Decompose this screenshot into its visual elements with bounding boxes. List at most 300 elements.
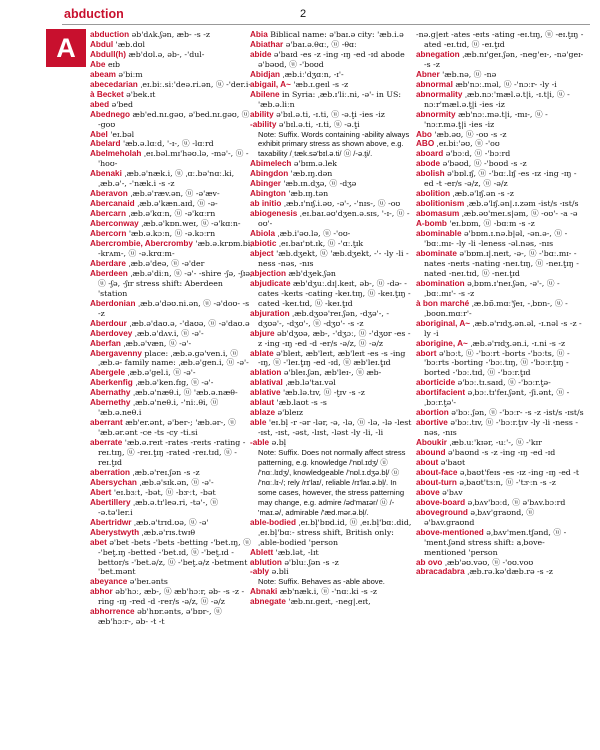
entry-pronunciation: æb'nɔː.mə.t|i, -mɪ-, ⓤ -'nɔːr.mə.t̬|i -ies -iz <box>424 109 548 129</box>
dictionary-entry <box>90 209 254 219</box>
dictionary-entry <box>416 448 586 458</box>
dictionary-entry <box>250 587 414 597</box>
entry-pronunciation: æb'næk.i, ⓤ -'nɑː.ki -s -z <box>277 587 377 597</box>
usage-note: Note: Suffix. Words containing -ability always exhibit primary stress as shown above, e.g. taxability /ˌtæk.sə'bɪl.ə.ti/ ⓤ /-ə.t̬i/. <box>258 129 410 159</box>
entry-headword: -ability <box>250 119 277 129</box>
entry-pronunciation: əb'hɒr.ənts, ə'bɒr-, ⓤ æb'hɔːr-, əb- -t -t <box>98 607 222 627</box>
entry-headword: aberrant <box>90 418 123 428</box>
entry-pronunciation: -nə.g|eɪt -ates -eɪts -ating -eɪ.tɪŋ, ⓤ -eɪ.t̬ɪŋ -ated -eɪ.tɪd, ⓤ -eɪ.t̬ɪd <box>416 30 584 49</box>
dictionary-entry <box>416 418 586 438</box>
entry-pronunciation: ˌæb.ə'sɪk.ən, ⓤ -ə'- <box>136 477 214 487</box>
dictionary-entry <box>250 329 414 349</box>
entry-pronunciation: ə'bed <box>109 99 133 109</box>
entry-headword: aberrate <box>90 438 123 448</box>
entry-headword: abjudicate <box>250 278 291 288</box>
entry-headword: Abenaki <box>90 169 122 179</box>
entry-pronunciation: ə.bli <box>269 567 289 577</box>
entry-headword: Abernathy <box>90 388 131 398</box>
entry-headword: abracadabra <box>416 567 465 577</box>
entry-pronunciation: æb'ed.nɪ.gəʊ, ə'bed.nɪ.gəʊ, ⓤ -goʊ <box>98 109 250 129</box>
entry-headword: Abner <box>416 69 440 79</box>
entry-pronunciation: 'æb.lət, -lɪt <box>273 547 319 557</box>
dictionary-entry <box>416 80 586 90</box>
entry-headword: about-face <box>416 467 458 477</box>
dictionary-entry <box>416 319 586 339</box>
dictionary-entry <box>250 388 414 398</box>
entry-pronunciation: æb'dʒuː.dɪ|.keɪt, əb-, ⓤ -də- -cates -keɪts -cating -keɪ.tɪŋ, ⓤ -keɪ.t̬ɪŋ -cated -keɪ.tɪd, ⓤ -keɪ.t̬ɪd <box>258 278 411 308</box>
entry-headword: abolition <box>416 189 451 199</box>
dictionary-entry <box>416 468 586 478</box>
entry-headword: abominate <box>416 248 457 258</box>
entry-headword: Aboukir <box>416 438 447 448</box>
entry-pronunciation: ˌæb.ə'kɒn.weɪ, ⓤ -ə'kɑːn- <box>138 219 241 229</box>
entry-pronunciation: ˌæb.ə'deə, ⓤ -ə'der <box>125 258 205 268</box>
dictionary-entry <box>90 538 254 578</box>
dictionary-entry <box>250 229 414 239</box>
usage-note: Note: Suffix. Behaves as -able above. <box>258 577 385 587</box>
dictionary-entry <box>250 249 414 269</box>
entry-pronunciation: ˌæb.ə'rɪs.twɪθ <box>139 527 196 537</box>
entry-headword: Abernethy <box>90 398 131 408</box>
dictionary-entry <box>90 70 254 80</box>
entry-headword: ab ovo <box>416 557 443 567</box>
entry-headword: Abia <box>250 30 268 39</box>
entry-headword: abjuration <box>250 308 290 318</box>
entry-headword: Abergele <box>90 368 126 378</box>
entry-headword: abode <box>416 159 441 169</box>
dictionary-entry <box>250 309 414 329</box>
entry-pronunciation: Biblical name: ə'baɪ.ə city: 'æb.i.ə <box>267 30 404 39</box>
entry-headword: Abimelech <box>250 159 292 169</box>
entry-headword: abide <box>250 49 272 59</box>
entry-pronunciation: 'æb.ə.lɑːd, '-ɪ-, ⓤ -lɑːrd <box>120 139 214 149</box>
entry-pronunciation: ˌæb.ə'dəʊ.ni.ən, ⓤ -ə'doʊ- -s -z <box>98 298 250 318</box>
entry-headword: above-mentioned <box>416 527 484 537</box>
entry-pronunciation: ˌæb.ə'rɪdʒ.ən.əl, -ɪ.nəl -s -z -ly -i <box>424 318 582 338</box>
dictionary-entry <box>90 388 254 398</box>
entry-pronunciation: ə'bɪm.ə.lek <box>291 159 337 169</box>
entry-pronunciation: ə'bɒm.ɪ|.neɪt, -ə-, ⓤ -'bɑː.mɪ- -nates -neɪts -nating -neɪ.tɪŋ, ⓤ -neɪ.t̬ɪŋ -nated -neɪ.tɪd, ⓤ -neɪ.t̬ɪd <box>424 248 579 278</box>
dictionary-entry <box>250 518 414 548</box>
entry-headword: Abelmeholah <box>90 149 142 159</box>
entry-pronunciation: ə'baɪd -es -z -ing -ɪŋ -ed -ɪd abode ə'bəʊd, ⓤ -'boʊd <box>258 49 405 69</box>
dictionary-entry <box>250 567 414 577</box>
dictionary-entry <box>90 398 254 418</box>
dictionary-entry <box>250 120 414 130</box>
entry-pronunciation: ˌæb.ə'reɪ.ʃən -s -z <box>130 467 200 477</box>
entry-headword: Aberavon <box>90 189 128 199</box>
entry-pronunciation: ə.bl̩ <box>269 438 287 448</box>
dictionary-entry <box>250 209 414 229</box>
running-header <box>62 7 590 25</box>
entry-headword: abject <box>250 248 274 258</box>
dictionary-entry <box>90 189 254 199</box>
entry-pronunciation: ə'bek.ɪt <box>123 89 156 99</box>
entry-pronunciation: 'æb.ə.reɪt -rates -reɪts -rating -reɪ.tɪŋ, ⓤ -reɪ.t̬ɪŋ -rated -reɪ.tɪd, ⓤ -reɪ.t̬ɪd <box>98 438 246 467</box>
entry-headword: ablatival <box>250 378 283 388</box>
letter-tab: A <box>46 29 86 67</box>
entry-headword: ab initio <box>250 199 282 209</box>
dictionary-entry <box>416 90 586 110</box>
entry-headword: ablative <box>250 388 281 398</box>
dictionary-entry <box>416 199 586 209</box>
entry-headword: ablution <box>250 557 282 567</box>
entry-headword: abiotic <box>250 239 277 249</box>
entry-headword: Abersychan <box>90 477 137 487</box>
dictionary-entry <box>416 70 586 80</box>
dictionary-entry <box>416 378 586 388</box>
entry-pronunciation: 'æb.ə.krɒm.bi, -krʌm-, ⓤ -ə.krɑːm- <box>98 239 253 258</box>
header-rule <box>62 24 590 25</box>
entry-pronunciation: ˌæb.ə'daʊ.ə, -'daʊə, ⓤ -ə'daʊ.ə <box>126 318 250 328</box>
dictionary-entry <box>250 159 414 169</box>
entry-pronunciation: ˌæb.iː'dʒɑːn, -ɪ'- <box>280 69 344 79</box>
entry-headword: abduction <box>90 30 130 39</box>
entry-headword: ablation <box>250 368 282 378</box>
dictionary-entry <box>90 438 254 468</box>
entry-pronunciation: ə'bʌv <box>439 487 463 497</box>
dictionary-entry <box>90 90 254 100</box>
entry-pronunciation: ˌæ.bɒ̃.mɑː'ʃeɪ, -ˌbɒn-, ⓤ -ˌboʊn.mɑːr'- <box>424 298 568 318</box>
dictionary-entry <box>416 567 586 577</box>
entry-headword: Abercarn <box>90 209 126 219</box>
entry-pronunciation: əˌbaʊt'feɪs -es -ɪz -ing -ɪŋ -ed -t <box>457 467 580 477</box>
dictionary-entry <box>416 130 586 140</box>
entry-headword: Abidjan <box>250 69 281 79</box>
entry-headword: able-bodied <box>250 517 296 527</box>
dictionary-entry <box>416 229 586 249</box>
dictionary-entry <box>90 329 254 339</box>
entry-pronunciation: ə'baɪ.ə.θɑː, ⓤ -θɑː <box>283 39 357 49</box>
entry-pronunciation: ə'bɒm.ɪ.nə.b|əl, -ən.ə-, ⓤ -'bɑː.mɪ- -ly -li -leness -əl.nəs, -nɪs <box>424 229 568 249</box>
dictionary-entry <box>90 259 254 269</box>
entry-headword: Abertillery <box>90 497 131 507</box>
entry-pronunciation: 'æb.ɪŋ.dən <box>288 169 333 179</box>
entry-headword: Abercanaid <box>90 199 135 209</box>
dictionary-entry <box>416 349 586 379</box>
dictionary-entry <box>416 488 586 498</box>
entry-headword: Aberkenfig <box>90 378 133 388</box>
entry-headword: aborigine, A~ <box>416 338 468 348</box>
entry-pronunciation: 'eɪ.bɜːt, -bət, ⓤ -bɝːt, -bət <box>111 487 216 497</box>
entry-pronunciation: ˌæb.ə'lɪʃ.ən|.ɪ.zəm -ist/s -ɪst/s <box>464 199 579 209</box>
entry-headword: Abe <box>90 59 106 69</box>
dictionary-entry <box>90 219 254 229</box>
dictionary-entry <box>90 229 254 239</box>
entry-headword: aboriginal, A~ <box>416 318 471 328</box>
entry-pronunciation: ˌeɪ.baɪ.əʊ'dʒen.ə.sɪs, '-ɪ-, ⓤ -oʊ'- <box>258 209 410 229</box>
entry-pronunciation: əb'hɔː, æb-, ⓤ æb'hɔːr, əb- -s -z -ring -ɪŋ -red -d -rer/s -ə/z, ⓤ -ə/z <box>98 587 245 607</box>
entry-headword: Abington <box>250 189 286 199</box>
dictionary-entry <box>250 558 414 568</box>
dictionary-entry <box>416 139 586 149</box>
entry-headword: abecedarian <box>90 79 138 89</box>
dictionary-entry <box>416 30 586 50</box>
entry-headword: abnegation <box>416 49 460 59</box>
entry-pronunciation: ˌæb.ɪ'nɪʃ.i.əʊ, -ə'-, -'nɪs-, ⓤ -oʊ <box>281 199 401 209</box>
entry-pronunciation: ˌæb.lə'taɪ.vəl <box>282 378 336 388</box>
dictionary-entry <box>416 189 586 199</box>
entry-pronunciation: 'æb.ɪŋ.tən <box>285 189 329 199</box>
dictionary-entry <box>250 368 414 378</box>
entry-pronunciation: ˌæb.ə'ken.fɪg, ⓤ -ə'- <box>132 378 214 388</box>
entry-pronunciation: ˌæb.ə'trɪd.ʊə, ⓤ -ə' <box>131 517 209 527</box>
dictionary-entry <box>90 319 254 329</box>
dictionary-entry <box>90 80 254 90</box>
entry-pronunciation: əb'dʒʊə, æb-, -'dʒɔː, ⓤ -'dʒʊr -es -z -ing -ɪŋ -ed -d -er/s -ə/z, ⓤ -ə/z <box>258 328 411 348</box>
entry-headword: Abel <box>90 129 108 139</box>
entry-pronunciation: ə'bɔːt, ⓤ -'bɔːrt -borts -'bɔːts, ⓤ -'bɔːrts -borting -'bɔː.tɪŋ, ⓤ -'bɔːr.t̬ɪŋ -borted -'bɔː.tɪd, ⓤ -'bɔːr.t̬ɪd <box>424 348 570 378</box>
dictionary-entry <box>90 149 254 169</box>
dictionary-entry <box>250 179 414 189</box>
entry-pronunciation: 'eɪ.bəl <box>107 129 135 139</box>
entry-headword: A-bomb <box>416 219 447 229</box>
entry-headword: Ablett <box>250 547 274 557</box>
entry-pronunciation: ə'bɪl.ə.ti, -ɪ.ti, ⓤ -ə.t̬i <box>276 119 360 129</box>
dictionary-entry <box>416 508 586 528</box>
entry-headword: Aberconway <box>90 219 139 229</box>
entry-pronunciation: 'eɪ.bɒm, ⓤ -bɑːm -s -z <box>446 219 535 229</box>
entry-headword: abort <box>416 348 437 358</box>
entry-headword: above <box>416 487 440 497</box>
entry-pronunciation: ˌæb.ə'kɑːn, ⓤ -ə'kɑːrn <box>125 209 216 219</box>
entry-pronunciation: 'æb.lə.tɪv, ⓤ -t̬ɪv -s -z <box>280 388 365 398</box>
entry-headword: Aberdovey <box>90 328 133 338</box>
entry-pronunciation: ˌæb.ə'gel.i, ⓤ -ə'- <box>125 368 196 378</box>
entry-pronunciation: əˌbɔː.tɪ'feɪ.ʃənt, -ʃi.ənt, ⓤ -ˌbɔːr.t̬ə'- <box>424 388 570 408</box>
dictionary-entry <box>416 249 586 279</box>
dictionary-entry <box>250 269 414 279</box>
entry-headword: ablate <box>250 348 274 358</box>
entry-pronunciation: 'æb.ɪ.geɪl -s -z <box>290 79 349 89</box>
dictionary-entry <box>250 239 414 249</box>
entry-headword: abigail, A~ <box>250 79 291 89</box>
entry-pronunciation: ˌeɪ.bəl.mɪ'həʊ.lə, -mə'-, ⓤ -'hoʊ- <box>98 149 249 169</box>
dictionary-entry <box>90 30 254 40</box>
entry-pronunciation: æb'dʊl.ə, əb-, -'dul- <box>125 49 205 59</box>
entry-pronunciation: ˌæb.dʒʊə'reɪ.ʃən, -dʒə'-, -dʒʊə'-, -dʒʊ'-, ⓤ -dʒʊ'- -s -z <box>258 308 390 328</box>
entry-pronunciation: ə'bɔː.tɪv, ⓤ -'bɔːr.t̬ɪv -ly -li -ness -nəs, -nɪs <box>424 418 579 438</box>
entry-headword: abortive <box>416 418 448 428</box>
dictionary-entry <box>416 299 586 319</box>
entry-headword: ablaze <box>250 408 276 418</box>
entry-pronunciation: ə'bɒl.ɪʃ, ⓤ -'bɑː.lɪʃ -es -ɪz -ing -ɪŋ -ed -t -er/s -ə/z, ⓤ -ə/z <box>424 169 577 189</box>
entry-pronunciation: əˌbɒm.ɪ'neɪ.ʃən, -ə'-, ⓤ -ˌbɑː.mɪ'- -s -z <box>424 278 560 298</box>
entry-headword: Abdul <box>90 39 114 49</box>
entry-pronunciation: æb'nɔː.məl, ⓤ -'nɔːr- -ly -i <box>452 79 557 89</box>
entry-headword: à bon marché <box>416 298 470 308</box>
dictionary-entry <box>416 279 586 299</box>
entry-headword: able <box>250 418 267 428</box>
dictionary-entry <box>416 169 586 189</box>
dictionary-entry <box>90 349 254 369</box>
entry-pronunciation: ə'bleɪ.ʃən, æb'leɪ-, ⓤ æb- <box>281 368 382 378</box>
entry-headword: abhor <box>90 587 113 597</box>
entry-pronunciation: ˌæb.ə'kæn.aɪd, ⓤ -ə- <box>134 199 218 209</box>
entry-headword: abominable <box>416 229 462 239</box>
entry-headword: abiogenesis <box>250 209 298 219</box>
entry-pronunciation: ə'bleɪz <box>275 408 303 418</box>
dictionary-entry <box>90 488 254 498</box>
dictionary-entry <box>90 130 254 140</box>
entry-headword: à Becket <box>90 89 124 99</box>
entry-pronunciation: ˌæb.rə.kə'dæb.rə -s -z <box>464 567 553 577</box>
entry-headword: aboard <box>416 149 444 159</box>
dictionary-entry <box>90 418 254 438</box>
dictionary-entry <box>250 438 414 448</box>
entry-pronunciation: ˌeɪ.biː'əʊ, ⓤ -'oʊ <box>434 139 500 149</box>
entry-headword: Abdull(h) <box>90 49 126 59</box>
entry-pronunciation: 'æb.ə.kɔːn, ⓤ -ə.kɔːrn <box>126 229 216 239</box>
entry-headword: abomination <box>416 278 465 288</box>
entry-headword: about <box>416 457 439 467</box>
dictionary-entry <box>90 518 254 528</box>
entry-pronunciation: ˌæb.ə'næθ.i, ⓤ 'æb.ə.næθ- <box>130 388 238 398</box>
entry-headword: Aberdour <box>90 318 127 328</box>
entry-pronunciation: əˌbʌv'men.tʃənd, ⓤ -'ment.ʃənd stress shift: aˌbove-mentioned 'person <box>424 527 567 557</box>
entry-pronunciation: ə'bɪl.ə.ti, -ɪ.ti, ⓤ -ə.t̬i -ies -iz <box>273 109 385 119</box>
entry-pronunciation: ˌæb.nɔː'mæl.ə.t|i, -ɪ.t|i, ⓤ -nɔːr'mæl.ə.t̬|i -ies -iz <box>424 89 570 109</box>
entry-headword: -ably <box>250 567 270 577</box>
dictionary-entry <box>90 100 254 110</box>
entry-headword: Aberdonian <box>90 298 136 308</box>
dictionary-entry <box>90 60 254 70</box>
entry-headword: abjure <box>250 328 275 338</box>
entry-pronunciation: ˌæb.ə'lɪʃ.ən -s -z <box>450 189 514 199</box>
entry-pronunciation: ˌæb.ə'væn, ⓤ -ə'- <box>120 338 192 348</box>
usage-note: Note: Suffix. Does not normally affect stress patterning, e.g. knowledge /'nɒl.ɪdʒ/ ⓤ /'nɑː.lɪdʒ/, knowledgeable /'nɒl.ɪ.dʒə.bl̩/ ⓤ /'nɑː.lɪ-/; rely /rɪ'laɪ/, reliable /rɪ'laɪ.ə.bl̩/. In some cases, however, the stress patterning may change, e.g. admire /əd'maɪər/ ⓤ /-'maɪ.ə/, admirable /'æd.mər.ə.bl̩/. <box>258 448 406 517</box>
entry-headword: Abergavenny <box>90 348 142 358</box>
entry-headword: abnegate <box>250 597 286 607</box>
entry-headword: ABO <box>416 139 435 149</box>
dictionary-entry <box>416 159 586 169</box>
column-1 <box>90 30 254 742</box>
entry-headword: abnormal <box>416 79 453 89</box>
dictionary-entry <box>90 498 254 518</box>
entry-pronunciation: 'æb.laʊt -s -s <box>274 398 327 408</box>
dictionary-entry <box>250 30 414 40</box>
entry-headword: Aberdare <box>90 258 126 268</box>
entry-headword: Abelard <box>90 139 121 149</box>
entry-headword: abet <box>90 537 107 547</box>
header-guide-word: abduction <box>64 7 124 21</box>
entry-headword: abjection <box>250 268 286 278</box>
entry-headword: ability <box>250 109 274 119</box>
entry-pronunciation: əˌbaʊt'tɜːn, ⓤ -'tɝːn -s -z <box>456 477 556 487</box>
dictionary-entry <box>250 80 414 90</box>
dictionary-entry <box>250 189 414 199</box>
dictionary-entry <box>90 587 254 607</box>
dictionary-entry <box>250 349 414 369</box>
entry-pronunciation: 'æb.nə, ⓤ -nə <box>439 69 497 79</box>
entry-pronunciation: ˌæb.nɪ'geɪ.ʃən, -neg'eɪ-, -nə'geɪ- -s -z <box>424 49 584 69</box>
dictionary-entry <box>416 110 586 130</box>
entry-headword: Aberdeen <box>90 268 128 278</box>
dictionary-entry <box>416 478 586 488</box>
entry-pronunciation: ˌeɪ.bl̩'bɒd.id, ⓤ ˌeɪ.bl̩'bɑː.did, ˌeɪ.bl̩'bɑː- stress shift, British only: ˌable-bodied 'person <box>258 517 412 547</box>
dictionary-entry <box>90 468 254 478</box>
entry-headword: Abiathar <box>250 39 284 49</box>
entry-pronunciation: ə'beɪ.ənts <box>127 577 168 587</box>
dictionary-entry <box>90 378 254 388</box>
dictionary-entry <box>90 368 254 378</box>
entry-pronunciation: ˌæb.uː'kɪər, -uː'-, ⓤ -'kɪr <box>446 438 542 448</box>
entry-pronunciation: əˌbʌv'graʊnd, ⓤ ə'bʌv.graʊnd <box>424 507 535 527</box>
entry-pronunciation: ˌæb.ə.tɪ'leə.ri, -tə'-, ⓤ -ə.tə'ler.i <box>98 497 219 517</box>
dictionary-entry <box>250 90 414 110</box>
entry-pronunciation: əˌbʌv'bɔːd, ⓤ ə'bʌv.bɔːrd <box>465 497 566 507</box>
entry-headword: ablaut <box>250 398 275 408</box>
dictionary-entry <box>416 498 586 508</box>
dictionary-entry <box>90 478 254 488</box>
entry-headword: aboveground <box>416 507 468 517</box>
entry-headword: Abilene <box>250 89 280 99</box>
entry-headword: Abo <box>416 129 432 139</box>
entry-pronunciation: ˌæb.ə'næk.i, ⓤ ˌɑː.bə'nɑː.ki, ˌæb.ə'-, -'næk.i -s -z <box>98 169 235 189</box>
dictionary-entry <box>250 50 414 70</box>
dictionary-entry <box>90 50 254 60</box>
entry-headword: abortion <box>416 408 449 418</box>
dictionary-entry <box>90 577 254 587</box>
entry-pronunciation: ˌæb.ə'ræv.ən, ⓤ -ə'æv- <box>127 189 220 199</box>
entry-headword: Abercrombie, Abercromby <box>90 239 193 249</box>
entry-pronunciation: ə'bluː.ʃən -s -z <box>281 557 339 567</box>
entry-headword: abolitionism <box>416 199 465 209</box>
entry-headword: abound <box>416 448 446 458</box>
entry-pronunciation: ˌæb.i'əʊ.lə, ⓤ -'oʊ- <box>275 229 351 239</box>
entry-pronunciation: 'æb.nɪ.geɪt, -neɡ|.eɪt, <box>285 597 371 607</box>
entry-pronunciation: ˌæb'əʊ.vəʊ, ⓤ -'oʊ.voʊ <box>442 557 534 567</box>
entry-pronunciation: 'eɪ.bl̩ -r -ər -lər, -ə, -lə, ⓤ -lə, -lə -lest -ɪst, -ɪst, -əst, -lɪst, -ləst -ly -li, -li <box>258 418 412 438</box>
dictionary-entry <box>416 408 586 418</box>
entry-pronunciation: 'æb.dʒekt, ⓤ 'æb.dʒekt, -'- -ly -li -ness -nəs, -nɪs <box>258 248 409 268</box>
entry-pronunciation: ˌæb.ə'rɪdʒ.ən.i, -ɪ.ni -s -z <box>467 338 566 348</box>
dictionary-entry <box>90 269 254 299</box>
entry-headword: abortifacient <box>416 388 466 398</box>
dictionary-entry <box>250 378 414 388</box>
entry-headword: Abinger <box>250 179 281 189</box>
dictionary-entry <box>416 528 586 558</box>
entry-headword: Abercorn <box>90 229 127 239</box>
entry-pronunciation: ˌæb.ə'dʌv.i, ⓤ -ə'- <box>132 328 204 338</box>
column-3 <box>416 30 586 742</box>
dictionary-entry <box>416 458 586 468</box>
entry-pronunciation: ˌeɪ.biː.siː'deə.ri.ən, ⓤ -'der.i- <box>137 79 251 89</box>
entry-pronunciation: ˌæb.ə'neθ.i, -'niː.θi, ⓤ 'æb.ə.neθ.i <box>98 398 219 418</box>
entry-headword: Abertridwr <box>90 517 132 527</box>
dictionary-entry <box>250 418 414 438</box>
dictionary-entry <box>90 199 254 209</box>
entry-pronunciation: ˌæb.əʊ'meɪ.s|əm, ⓤ -oʊ'- -a -ə <box>459 209 578 219</box>
dictionary-entry <box>90 40 254 50</box>
entry-pronunciation: in Syria: ˌæb.ɪ'liː.ni, -ə'- in US: 'æb.ə.liːn <box>258 89 401 109</box>
entry-pronunciation: 'æb.dʊl <box>113 39 145 49</box>
dictionary-entry <box>250 199 414 209</box>
entry-headword: abeyance <box>90 577 128 587</box>
dictionary-entry <box>90 339 254 349</box>
column-2 <box>250 30 414 742</box>
entry-pronunciation: ə'bɔːd, ⓤ -'bɔːrd <box>443 149 511 159</box>
entry-headword: Abednego <box>90 109 131 119</box>
entry-pronunciation: ə'baʊt <box>438 457 466 467</box>
dictionary-entry <box>250 398 414 408</box>
entry-headword: Abiola <box>250 229 276 239</box>
entry-pronunciation: æb'dʒek.ʃən <box>285 268 336 278</box>
dictionary-entry <box>416 219 586 229</box>
dictionary-entry <box>90 528 254 538</box>
entry-pronunciation: ə'bleɪt, æb'leɪt, æb'leɪt -es -s -ing -ɪŋ, ⓤ -'leɪ.t̬ɪŋ -ed -ɪd, ⓤ æb'leɪ.t̬ɪd <box>258 348 406 368</box>
entry-headword: above-board <box>416 497 466 507</box>
